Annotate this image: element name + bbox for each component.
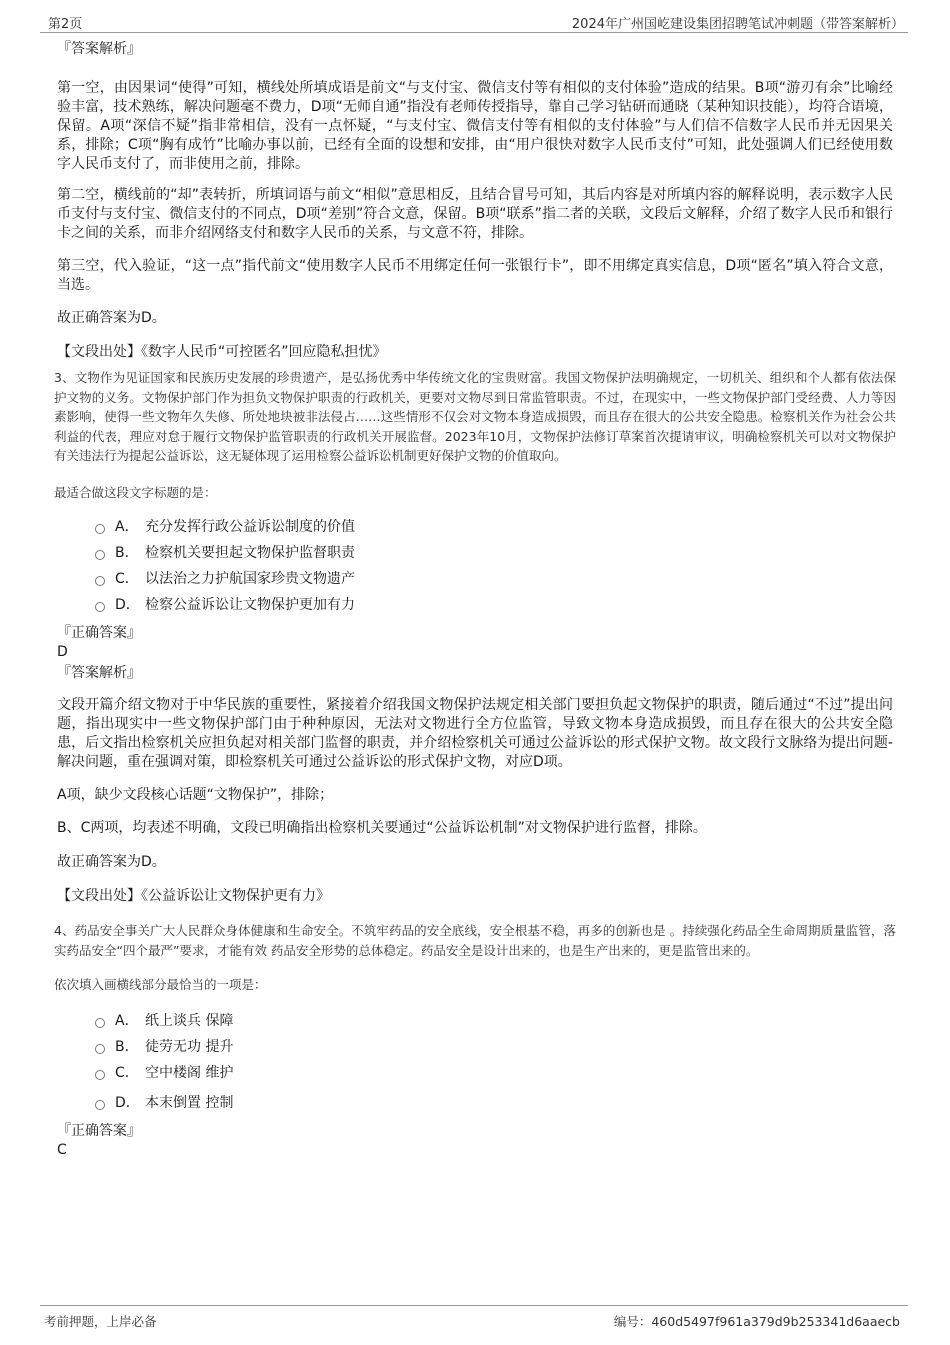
- analysis-paragraph: 第一空，由因果词“使得”可知，横线处所填成语是前文“与支付宝、微信支付等有相似的支付体验”造成的结果。B项“游刃有余”比喻经验丰富，技术熟练，解决问题毫不费力，D项“无师自通”指没有老师传授指导，靠自己学习钻研而通晓（某种知识技能），均符合语境，保留。A项“深信不疑”指非常相信，没有一点怀疑，“与支付宝、微信支付等有相似的支付体验”与人们信不信数字人民币并无因果关系，排除；C项“胸有成竹”比喻办事以前，已经有全面的设想和安排，由“用户很快对数字人民币支付”可知，此处强调人们已经使用数字人民币支付了，而非使用之前，排除。: [57, 80, 893, 172]
- page-footer: [40, 1305, 908, 1328]
- option-text: 空中楼阁 维护: [145, 1065, 234, 1081]
- source-note: 【文段出处】《公益诉讼让文物保护更有力》: [57, 888, 330, 904]
- option-b[interactable]: [95, 543, 355, 563]
- question-prompt: 依次填入画横线部分最恰当的一项是：: [54, 977, 267, 992]
- question-stem: 3、文物作为见证国家和民族历史发展的珍贵遗产，是弘扬优秀中华传统文化的宝贵财富。我国文物保护法明确规定，一切机关、组织和个人都有依法保护文物的义务。文物保护部门作为担负文物保护职责的行政机关，更要对文物尽到日常监管职责。不过，在现实中，一些文物保护部门受经费、人力等因素影响，使得一些文物年久失修、所处地块被非法侵占……这些情形不仅会对文物本身造成损毁，而且存在很大的公共安全隐患。检察机关作为社会公共利益的代表，理应对怠于履行文物保护监管职责的行政机关开展监督。2023年10月，文物保护法修订草案首次提请审议，明确检察机关可以对文物保护有关违法行为提起公益诉讼，这无疑体现了运用检察公益诉讼机制更好保护文物的价值取向。: [54, 370, 896, 463]
- answer-tag: 『正确答案』: [57, 625, 141, 641]
- question-prompt: 最适合做这段文字标题的是：: [54, 485, 217, 500]
- radio-icon[interactable]: [95, 550, 105, 560]
- answer-value: D: [57, 644, 68, 660]
- option-d[interactable]: [95, 595, 355, 615]
- analysis-tag: 『答案解析』: [57, 665, 141, 681]
- analysis-paragraph: 文段开篇介绍文物对于中华民族的重要性，紧接着介绍我国文物保护法规定相关部门要担负起文物保护的职责，随后通过“不过”提出问题，指出现实中一些文物保护部门由于种种原因，无法对文物进行全方位监管，导致文物本身造成损毁，而且存在很大的公共安全隐患，后文指出检察机关应担负起对相关部门监督的职责，并介绍检察机关可通过公益诉讼的形式保护文物。故文段行文脉络为提出问题-解决问题，重在强调对策，即检察机关可通过公益诉讼的形式保护文物，对应D项。: [57, 697, 893, 770]
- radio-icon[interactable]: [95, 602, 105, 612]
- option-text: 本末倒置 控制: [145, 1095, 234, 1111]
- analysis-tag: 『答案解析』: [57, 41, 141, 57]
- footer-slogan: 考前押题，上岸必备: [44, 1314, 157, 1329]
- option-letter: D．: [115, 597, 140, 613]
- option-b[interactable]: [95, 1037, 233, 1057]
- analysis-paragraph: A项，缺少文段核心话题“文物保护”，排除；: [57, 787, 334, 803]
- question-stem: 4、药品安全事关广大人民群众身体健康和生命安全。不筑牢药品的安全底线，安全根基不稳，再多的创新也是 。持续强化药品全生命周期质量监管，落实药品安全“四个最严”要求，才能有效 药品安全形势的总体稳定。药品安全是设计出来的，也是生产出来的，更是监管出来的。: [54, 923, 896, 958]
- page-number: 第2页: [48, 17, 83, 32]
- option-letter: B．: [115, 545, 139, 561]
- option-a[interactable]: [95, 517, 355, 537]
- conclusion: 故正确答案为D。: [57, 854, 166, 870]
- answer-value: C: [57, 1142, 67, 1158]
- analysis-paragraph: 第三空，代入验证，“这一点”指代前文“使用数字人民币不用绑定任何一张银行卡”，即不用绑定真实信息，D项“匿名”填入符合文意，当选。: [57, 258, 893, 293]
- option-text: 检察公益诉讼让文物保护更加有力: [145, 597, 355, 613]
- option-c[interactable]: [95, 1063, 233, 1083]
- analysis-paragraph: B、C两项，均表述不明确，文段已明确指出检察机关要通过“公益诉讼机制”对文物保护进行监督，排除。: [57, 820, 707, 836]
- option-letter: B．: [115, 1039, 139, 1055]
- option-text: 纸上谈兵 保障: [145, 1013, 234, 1029]
- document-title: 2024年广州国屹建设集团招聘笔试冲刺题（带答案解析）: [571, 17, 904, 32]
- conclusion: 故正确答案为D。: [57, 310, 166, 326]
- option-text: 充分发挥行政公益诉讼制度的价值: [145, 519, 355, 535]
- option-letter: C．: [115, 1065, 139, 1081]
- radio-icon[interactable]: [95, 1070, 105, 1080]
- document-id: 编号：460d5497f961a379d9b253341d6aaecb: [613, 1314, 900, 1329]
- option-d[interactable]: [95, 1093, 233, 1113]
- option-letter: A．: [115, 1013, 139, 1029]
- option-letter: C．: [115, 571, 139, 587]
- radio-icon[interactable]: [95, 1100, 105, 1110]
- analysis-paragraph: 第二空，横线前的“却”表转折，所填词语与前文“相似”意思相反，且结合冒号可知，其后内容是对所填内容的解释说明，表示数字人民币支付与支付宝、微信支付的不同点，D项“差别”符合文意，保留。B项“联系”指二者的关联，文段后文解释，介绍了数字人民币和银行卡之间的关系，而非介绍网络支付和数字人民币的关系，与文意不符，排除。: [57, 187, 893, 241]
- option-c[interactable]: [95, 569, 355, 589]
- option-text: 检察机关要担起文物保护监督职责: [145, 545, 355, 561]
- source-note: 【文段出处】《数字人民币“可控匿名”回应隐私担忧》: [57, 344, 387, 360]
- option-a[interactable]: [95, 1011, 233, 1031]
- option-letter: D．: [115, 1095, 140, 1111]
- radio-icon[interactable]: [95, 1044, 105, 1054]
- option-text: 徒劳无功 提升: [145, 1039, 234, 1055]
- option-text: 以法治之力护航国家珍贵文物遗产: [145, 571, 355, 587]
- option-letter: A．: [115, 519, 139, 535]
- answer-tag: 『正确答案』: [57, 1123, 141, 1139]
- page-header: [40, 10, 908, 33]
- radio-icon[interactable]: [95, 576, 105, 586]
- radio-icon[interactable]: [95, 524, 105, 534]
- radio-icon[interactable]: [95, 1018, 105, 1028]
